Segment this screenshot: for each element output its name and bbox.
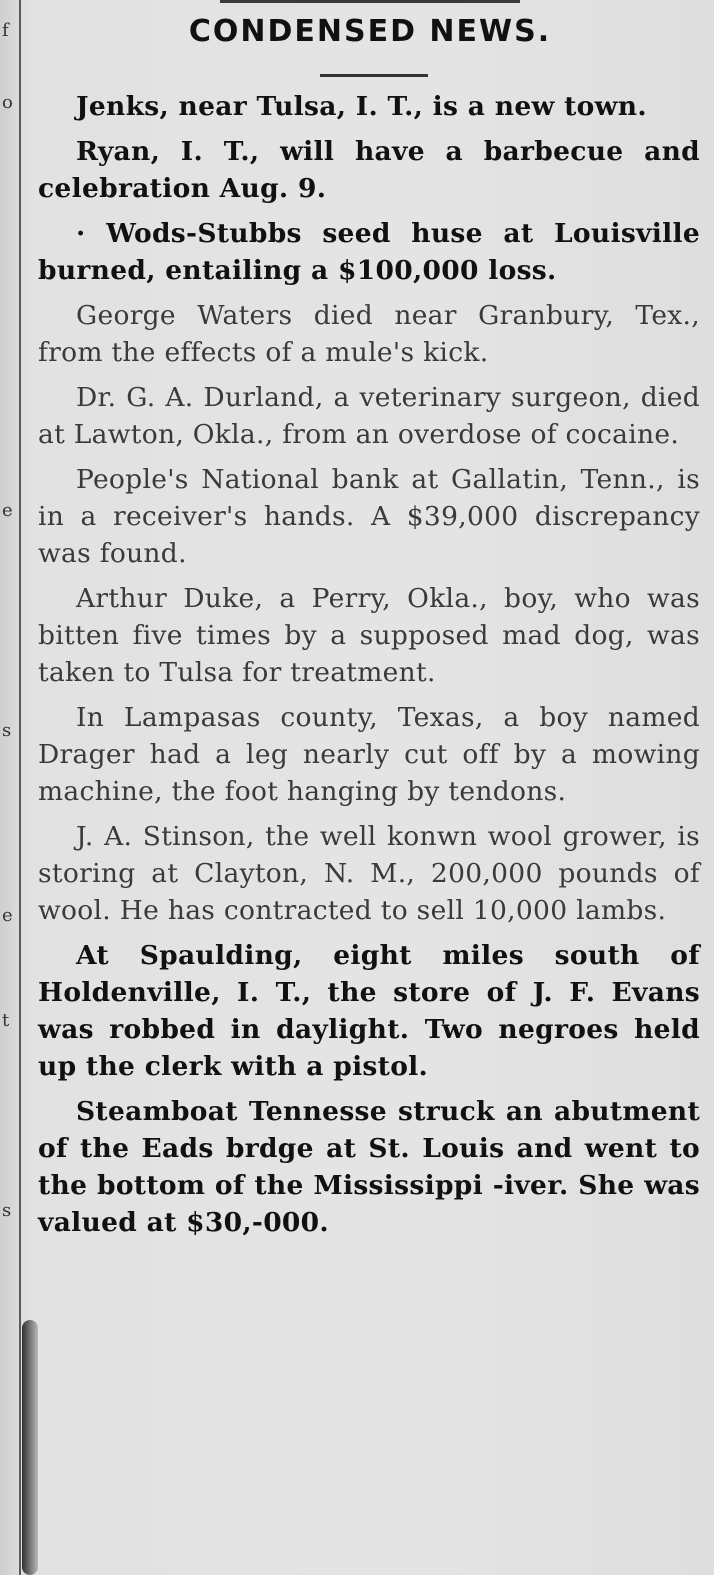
- margin-fragment: e: [2, 905, 13, 926]
- column-rule: [19, 0, 21, 1575]
- margin-fragment: e: [2, 500, 13, 521]
- news-item: Ryan, I. T., will have a barbecue and celebration Aug. 9.: [38, 136, 700, 204]
- news-item: Steamboat Tennesse struck an abutment of the Eads brdge at St. Louis and went to the bottom of the Mississippi -iver. She was valued at $30,-000.: [38, 1096, 700, 1238]
- news-item: People's National bank at Gallatin, Tenn., is in a receiver's hands. A $39,000 discrepancy was found.: [38, 464, 700, 569]
- news-item: Dr. G. A. Durland, a veterinary surgeon, died at Lawton, Okla., from an overdose of cocaine.: [38, 382, 700, 450]
- news-item: J. A. Stinson, the well konwn wool grower, is storing at Clayton, N. M., 200,000 pounds of wool. He has contracted to sell 10,000 lambs.: [38, 821, 700, 926]
- news-item: Jenks, near Tulsa, I. T., is a new town.: [76, 91, 647, 122]
- news-item: Arthur Duke, a Perry, Okla., boy, who was bitten five times by a supposed mad dog, was taken to Tulsa for treatment.: [38, 583, 700, 688]
- left-margin-fragments: [0, 0, 18, 1575]
- ink-smudge: [22, 1320, 38, 1575]
- margin-fragment: t: [2, 1010, 10, 1031]
- headline: CONDENSED NEWS.: [188, 14, 552, 49]
- headline-rule: [320, 74, 428, 77]
- top-rule: [220, 0, 520, 3]
- margin-fragment: s: [2, 1200, 12, 1221]
- news-item: George Waters died near Granbury, Tex., from the effects of a mule's kick.: [38, 300, 700, 368]
- news-item: · Wods-Stubbs seed huse at Louisville burned, entailing a $100,000 loss.: [38, 218, 700, 286]
- news-items: [38, 88, 700, 1249]
- news-item: In Lampasas county, Texas, a boy named Drager had a leg nearly cut off by a mowing machine, the foot hanging by tendons.: [38, 702, 700, 807]
- margin-fragment: s: [2, 720, 12, 741]
- margin-fragment: f: [2, 20, 9, 41]
- margin-fragment: o: [2, 92, 13, 113]
- news-item: At Spaulding, eight miles south of Holdenville, I. T., the store of J. F. Evans was robbed in daylight. Two negroes held up the clerk with a pistol.: [38, 940, 700, 1082]
